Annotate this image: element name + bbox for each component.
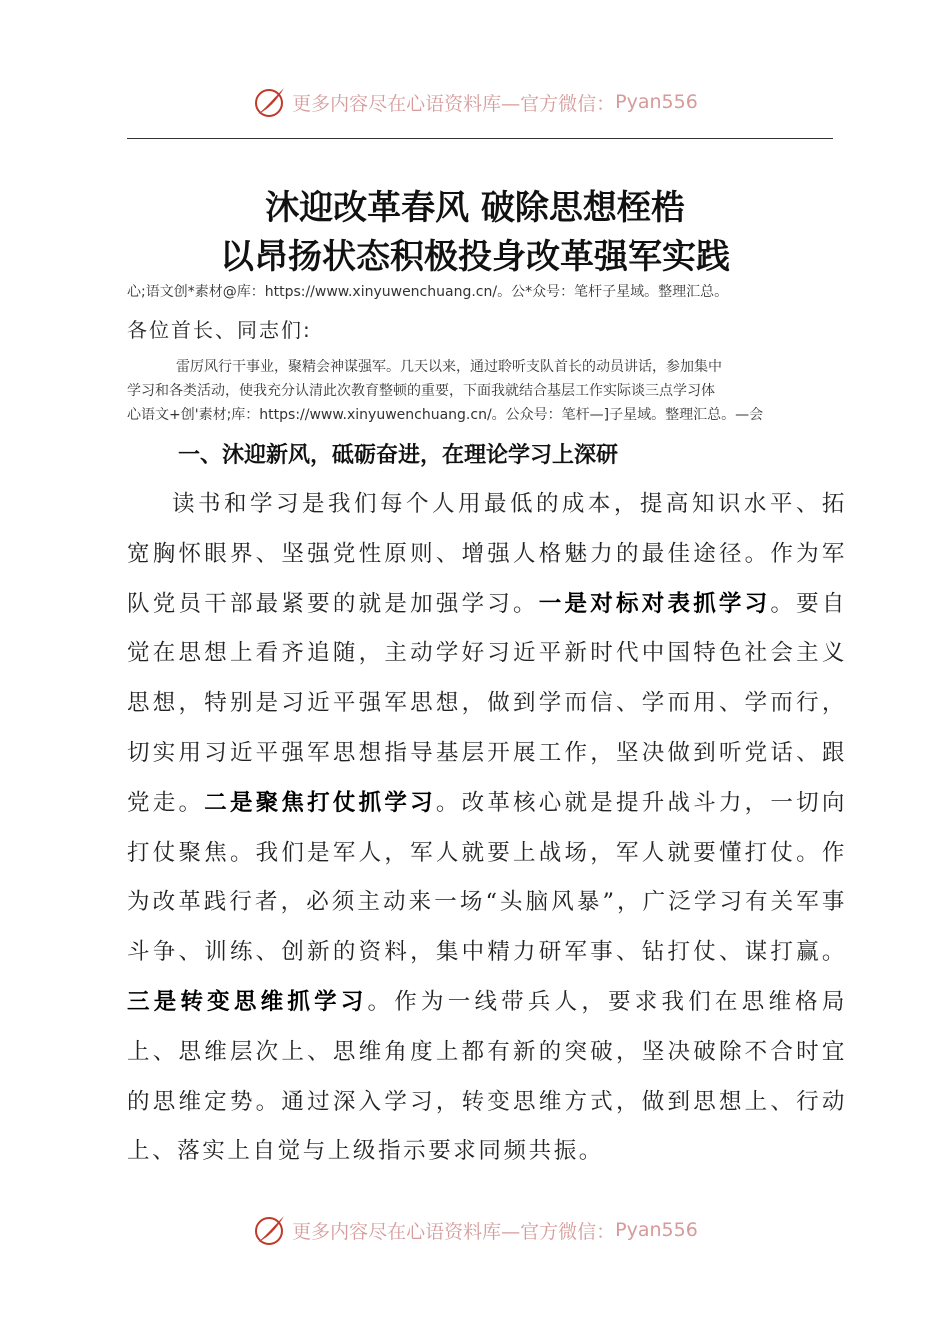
point-2-emphasis: 二是聚焦打仗抓学习 xyxy=(204,789,436,816)
intro-line-1: 雷厉风行干事业，聚精会神谋强军。几天以来，通过聆听支队首长的动员讲话，参加集中 xyxy=(176,359,722,375)
header-divider xyxy=(127,138,833,139)
section-1-body xyxy=(127,480,847,1177)
watermark-wechat-id: Pyan556 xyxy=(615,1219,698,1241)
watermark-banner-bottom xyxy=(0,1210,950,1250)
watermark-banner-top xyxy=(0,82,950,122)
title-line-2: 以昂扬状态积极投身改革强军实践 xyxy=(220,237,730,277)
quill-logo-icon xyxy=(252,84,288,120)
point-3-emphasis: 三是转变思维抓学习 xyxy=(127,988,368,1015)
intro-line-2: 学习和各类活动，使我充分认清此次教育整顿的重要，下面我就结合基层工作实际谈三点学习体 xyxy=(127,383,715,399)
section-1-heading: 一、沐迎新风，砥砺奋进，在理论学习上深研 xyxy=(178,443,619,468)
watermark-wechat-id: Pyan556 xyxy=(615,91,698,113)
source-note: 心;语文创*素材@库：https://www.xinyuwenchuang.cn/。公*众号：笔杆子星域。整理汇总。 xyxy=(127,284,729,300)
quill-logo-icon xyxy=(252,1212,288,1248)
salutation: 各位首长、同志们: xyxy=(127,318,312,342)
watermark-text: 更多内容尽在心语资料库—官方微信： xyxy=(292,1220,616,1243)
title-line-1: 沐迎改革春风 破除思想桎梏 xyxy=(265,188,685,228)
watermark-text: 更多内容尽在心语资料库—官方微信： xyxy=(292,92,616,115)
intro-line-3: 心语文+创'素材;库：https://www.xinyuwenchuang.cn/。公众号：笔杆—]子星域。整理汇总。—会 xyxy=(127,407,764,423)
section-1-paragraph: 读书和学习是我们每个人用最低的成本，提高知识水平、拓宽胸怀眼界、坚强党性原则、增强人格魅力的最佳途径。作为军队党员干部最紧要的就是加强学习。一是对标对表抓学习。要自觉在思想上看齐追随，主动学好习近平新时代中国特色社会主义思想，特别是习近平强军思想，做到学而信、学而用、学而行，切实用习近平强军思想指导基层开展工作，坚决做到听党话、跟党走。二是聚焦打仗抓学习。改革核心就是提升战斗力，一切向打仗聚焦。我们是军人，军人就要上战场，军人就要懂打仗。作为改革践行者，必须主动来一场“头脑风暴”，广泛学习有关军事斗争、训练、创新的资料，集中精力研军事、钻打仗、谋打赢。三是转变思维抓学习。作为一线带兵人，要求我们在思维格局上、思维层次上、思维角度上都有新的突破，坚决破除不合时宜的思维定势。通过深入学习，转变思维方式，做到思想上、行动上、落实上自觉与上级指示要求同频共振。 xyxy=(127,491,847,1165)
point-1-emphasis: 一是对标对表抓学习 xyxy=(538,590,771,617)
